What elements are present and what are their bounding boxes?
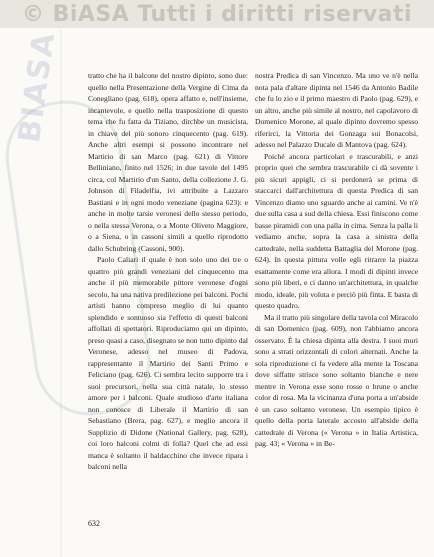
- paragraph: Ma il tratto più singolare della tavola col Miracolo di san Domenico (pag. 609), non l'abbiamo ancora osservato. È la chiesa dipinta alla destra. I suoi muri sono a strati orizzontali di colori alternati. Anche la sola riproduzione ci fa vedere alla mente la Toscana dove siffatte strisce sono soltanto bianche e nere mentre in Verona esse sono rosse o brune o anche color di rosa. Ma la vicinanza d'una porta a un'abside è un caso soltanto veronese. Un esempio tipico è quello della porta laterale accosto all'abside della cattedrale di Verona (« Verona » in Italia Artistica, pag. 43; « Verona » in Be-: [255, 312, 418, 448]
- watermark-banner: [0, 0, 434, 28]
- paragraph: Paolo Caliari il quale è non solo uno dei tre o quattro più grandi veneziani del cinquecento ma anche il più memorabile pittore veronese d'ogni secolo, ha una nativa predilezione pei balconi. Pochi artisti hanno compreso meglio di lui quanto splendido e sontuoso sia l'effetto di questi balconi affollati di spettatori. Riproduciamo qui un dipinto, preso quasi a caso, disegnato se non tutto dipinto dal Veronese, adesso nel museo di Padova, rappresentante il Martirio dei Santi Primo e Feliciano (pag. 626). Ci sembra lecito supporre tra i suoi precursori, nella sua città natale, lo stesso amore per i balconi. Quale studioso d'arte italiana non conosce di Liberale il Martirio di san Sebastiano (Brera, pag. 627), e meglio ancora il Supplizio di Didone (National Gallery, pag. 628), coi loro balconi colmi di folla? Quel che ad essi manca è soltanto il baldacchino che invece ripara i balconi nella: [88, 255, 248, 471]
- right-text-column: [255, 70, 418, 450]
- watermark-banner-text: © BiASA Tutti i diritti riservati: [21, 1, 413, 27]
- paragraph: Poiché ancora particolari e trascurabili, e anzi proprio quei che sembra trascurabile ci dà sovente i più sicuri appigli, ci si perdonerà se prima di staccarci dall'architettura di questa Predica di san Vincenzo diamo uno sguardo anche ai camini. Ve n'è due sulla casa a sud della chiesa. Essi finiscono come basse piramidi con una palla in cima. Senza la palla li vediamo anche, sopra la casa a sinistra della cattedrale, nella suddetta Battaglia del Morone (pag. 624). In questa pittura volle egli ritrarre la piazza esattamente come era allora. I modi di dipinti invece sono più liberi, e ci danno un'architettura, in qualche modo, ideale, più voluta e perciò più finta. E basta di questo quadro.: [255, 151, 418, 310]
- page-number: 632: [88, 519, 100, 528]
- paragraph: nostra Predica di san Vincenzo. Ma uno ve n'è nella nota pala d'altare dipinta nel 1546 da Antonio Badile che fu lo zio e il primo maestro di Paolo (pag. 629), e un altro, anche più simile al nostro, nel capolavoro di Domenico Morone, al quale dipinto dovremo spesso riferirci, la Vittoria dei Gonzaga sui Bonacolsi, adesso nel Palazzo Ducale di Mantova (pag. 624).: [255, 71, 418, 149]
- library-stamp-text: BIASA: [12, 29, 63, 145]
- left-text-column: [88, 70, 248, 473]
- paragraph: tratto che ha il balcone del nostro dipinto, sono due: quello nella Presentazione della Vergine di Cima da Conegliano (pag. 618), opera affatto e, nell'insieme, incantevole, e quello nella trasposizione di questo tema che fu fatta da Tiziano, dirchbe un musicista, in chiave del più sonoro cinquecento (pag. 619). Anche altri esempi si possono incontrare nel Martirio di san Marco (pag. 621) di Vittore Belliniano, finito nel 1526; in due tavole del 1495 circa, col Martirio d'un Santo, della collezione J. G. Johnson di Filadelfia, ivi attribuite a Lazzaro Bastiani e in ogni modo veneziane (pagina 623): e anche in molte tarsie veronesi dello stesso periodo, o nella stessa Verona, o a Monte Oliveto Maggiore, o a Siena, o in cassoni simili a quello riprodotto dallo Schubring (Cassoni, 900).: [88, 71, 248, 253]
